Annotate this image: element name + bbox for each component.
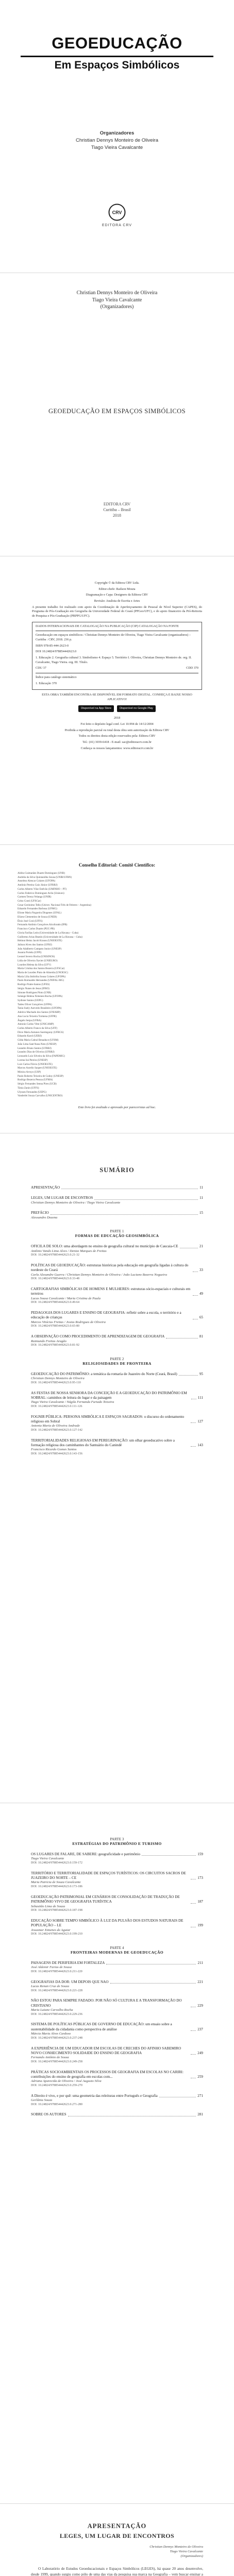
council-member: Fernando Antônio Gonçalves Alcoforado (IPB) xyxy=(18,923,68,927)
summary-entry-authors: Carla Alexandre Guerra / Christian Dennys Monteiro de Oliveira / João Luciano Bezerra Nogueira xyxy=(31,1273,168,1277)
summary-entry-page: 21 xyxy=(199,1244,203,1249)
summary-part-number: PARTE 1 xyxy=(110,1229,124,1234)
summary-leader-dots xyxy=(94,1199,198,1200)
council-member: Mónica Arroyo (USP) xyxy=(18,1070,41,1074)
editor-line: Editor-chefe: Railson Moura xyxy=(98,587,136,591)
summary-entry-title: POLÍTICAS DE GEOEDUCAÇÃO: estruturas históricas pela educação em geografia ligadas à cultura do nordeste do Ceará xyxy=(31,1263,189,1273)
council-member: Andréia da Silva Quintanilha Sousa (UNIR/UFRN) xyxy=(18,875,72,879)
google-play-badge[interactable]: Disponível no Google Play xyxy=(117,705,156,713)
digital-notice: ESTA OBRA TAMBÉM ENCONTRA-SE DISPONÍVEL EM FORMATO DIGITAL. CONHEÇA E BAIXE NOSSO APLICATIVO! xyxy=(42,693,192,702)
summary-leader-dots xyxy=(191,2054,196,2055)
copyright-page xyxy=(0,556,234,845)
cover-subtitle: Em Espaços Simbólicos xyxy=(54,59,180,71)
cover-organizers xyxy=(31,130,203,151)
summary-entry-title: EDUCAÇÃO SOBRE TEMPO SIMBÓLICO À LUZ DA PULSÃO DOS ESTUDOS NATURAIS DE POPULAÇÃO – LE xyxy=(31,1918,183,1928)
summary-entry-title: NÃO ESTOU PARA SEMPRE FADADO: POR NÃO SÓ CULTURA E A TRANSFORMAÇÃO DO CRISTIANO xyxy=(31,1998,182,2008)
summary-entry-title: GEOGRAFIAS DA DOR: UM DEPOIS QUE NAO xyxy=(31,1979,109,1984)
copyright-year: 2018 xyxy=(113,716,121,720)
cip-box xyxy=(32,622,202,690)
summary-entry-row xyxy=(31,1372,203,1377)
summary-leader-dots xyxy=(191,1903,196,1904)
summary-entry[interactable] xyxy=(31,1196,203,1205)
presentation-subtitle: LEGES, UM LUGAR DE ENCONTROS xyxy=(59,2532,175,2539)
summary-entry-authors: Lucas Renan Cruz de Souza xyxy=(31,1985,69,1989)
author-role: (Organizadores) xyxy=(180,2554,203,2558)
summary-part-heading xyxy=(31,1946,203,1955)
summary-entry[interactable] xyxy=(31,1852,203,1866)
summary-entry-authors: José Aldemir Farias de Sousa xyxy=(31,1965,72,1970)
summary-leader-dots xyxy=(110,1983,196,1984)
site-line[interactable]: Conheça os nossos lançamentos: www.editoracrv.com.br xyxy=(80,746,154,750)
council-member: João Adalberto Campato Junior (UNESP) xyxy=(18,947,62,951)
summary-entry-authors: Tiago Vieira Cavalcante / Nágila Fernanda Furtado Teixeira xyxy=(31,1400,114,1404)
logo-text: CRV xyxy=(112,210,122,215)
cover-title-block xyxy=(21,34,213,72)
summary-entry-doi: DOI: 10.24824/978854442623.0.81-92 xyxy=(31,1344,79,1347)
cover-publisher: EDITORA CRV xyxy=(102,224,132,227)
cip-cdd: CDD 370 xyxy=(186,666,198,670)
council-member: Adelcio Machado dos Santos (UNIARP) xyxy=(18,1011,61,1014)
council-member: Antônio Pereira Gaio Júnior (UFRRJ) xyxy=(18,884,58,887)
summary-entry-row xyxy=(31,1998,203,2008)
summary-entry-authors: Antonia Maria de Oliveira Andrade xyxy=(31,1424,80,1428)
summary-entry-doi: DOI: 10.24824/978854442623.0.187-198 xyxy=(31,1909,82,1912)
summary-entry[interactable] xyxy=(31,1391,203,1409)
cip-entry: Geoeducação em espaços simbólicos / Christian Dennys Monteiro de Oliveira, Tiago Vieira Cavalcante (organizadores) – Curitiba : CRV, 2018. 236 p. xyxy=(36,633,191,642)
summary-entry[interactable] xyxy=(31,1263,203,1281)
cip-subjects: 1. Educação 2. Geografia cultural 3. Simbolismo 4. Espaço 5. Território I. Oliveira, Christian Dennys Monteiro de. org. II. Cavalcante, Tiago Vieira. org. III. Título. xyxy=(36,656,192,664)
council-member: Tânia Zanin (UFFS) xyxy=(18,1086,39,1090)
publisher-logo-icon xyxy=(108,204,126,221)
summary-entry[interactable] xyxy=(31,2112,203,2117)
legal-deposit: Foi feito o depósito legal conf. Lei 10.994 de 14/12/2004 xyxy=(80,722,154,726)
cover-page xyxy=(0,0,234,273)
store-badges xyxy=(32,705,202,713)
summary-page-1 xyxy=(0,1133,234,1803)
summary-entry-row xyxy=(31,1961,203,1965)
council-member: Guillermo Arias Beatón (Universidade de La Havana – Cuba) xyxy=(18,935,82,939)
summary-entry-page: 111 xyxy=(197,1395,203,1400)
council-member: Sérgio Fernandes Senna Pires (UCB) xyxy=(18,1082,57,1086)
council-member: Jailson Alves dos Santos (UFRJ) xyxy=(18,943,52,946)
summary-entry-authors: Marcos Vinícius Freitas / Josias Rodrigues de Oliveira xyxy=(31,1320,106,1324)
cover-content xyxy=(0,0,234,273)
summary-entry-title: SISTEMA DE POLÍTICAS PÚBLICAS DE GOVERNO DE EDUCAÇÃO: um ensaio sobre a sustentabilidade da cidadania como perspectiva de análise xyxy=(31,2022,172,2031)
presentation-title: APRESENTAÇÃO xyxy=(87,2522,147,2530)
summary-leader-dots xyxy=(191,1422,196,1423)
summary-entry-row xyxy=(31,1185,203,1190)
cip-title: DADOS INTERNACIONAIS DE CATALOGAÇÃO NA PUBLICAÇÃO (CIP) CATALOGAÇÃO NA FONTE xyxy=(36,624,179,628)
summary-entry-title: FOGNIR PÚBLICA: PERSONA SIMBÓLICA E ESPAÇOS SAGRADOS: o discurso do ordenamento religioso em Sobral xyxy=(31,1414,185,1424)
summary-part-number: PARTE 3 xyxy=(110,1837,124,1841)
presentation-body xyxy=(31,2566,203,2576)
summary-part-number: PARTE 4 xyxy=(110,1945,124,1950)
summary-entry[interactable] xyxy=(31,2070,203,2088)
summary-entry[interactable] xyxy=(31,1895,203,1913)
publication-year: 2018 xyxy=(113,513,121,518)
summary-entry-title: CARTOGRAFIAS SIMBÓLICAS DE HOMENS E MULHERES: estruturas sócio-espaciais e culturais em terreiros xyxy=(31,1287,191,1296)
organizer-name: Tiago Vieira Cavalcante xyxy=(92,297,142,303)
summary-entry-title: PAISAGENS DE PERIFERIA EM FORTALEZA xyxy=(31,1960,105,1965)
summary-part-heading xyxy=(31,1357,203,1366)
summary-entry-row xyxy=(31,1311,203,1320)
council-member-list xyxy=(18,872,216,1098)
summary-entry-row xyxy=(31,1196,203,1200)
summary-entry-doi: DOI: 10.24824/978854442623.0.21-32 xyxy=(31,1253,79,1257)
summary-entry[interactable] xyxy=(31,1211,203,1220)
summary-entry-page: 143 xyxy=(197,1443,203,1448)
council-member: Simone Rodrigues Pinto (UNB) xyxy=(18,991,52,994)
summary-entry-page: 127 xyxy=(197,1419,203,1424)
council-member: Paulo Roberto Teixeira de Godoy (UNESP) xyxy=(18,1074,64,1078)
council-member: Carlos Alberto Franco da Silva (UFF) xyxy=(18,1027,58,1030)
summary-entry-page: 259 xyxy=(197,2074,203,2079)
council-member: João Lima Sant'Anna Neto (UNESP) xyxy=(18,1042,57,1046)
summary-entry-title: GEOEDUCAÇÃO PATRIMONIAL EM CENÁRIOS DE CONSOLIDAÇÃO DE TRADUÇÃO DE PATRIMÔNIO VIVO DE GEOGRAFIA TURÍSTICA xyxy=(31,1894,180,1904)
council-member: Elizeu Clementino de Souza (UNEB) xyxy=(18,915,57,919)
summary-leader-dots xyxy=(191,1446,196,1447)
cover-title: GEOEDUCAÇÃO xyxy=(52,34,182,52)
summary-entry-page: 15 xyxy=(199,1211,203,1215)
index-title: Índice para catálogo sistemático xyxy=(36,675,77,680)
summary-entry-page: 11 xyxy=(199,1185,203,1190)
council-footer: Este livro foi avaliado e aprovado por pareceristas ad hoc. xyxy=(78,1106,156,1109)
council-member: Paulo Romualdo Hernandes (UNIFAL-MG) xyxy=(18,979,64,982)
summary-entry-doi: DOI: 10.24824/978854442623.0.259-270 xyxy=(31,2083,82,2087)
summary-entry[interactable] xyxy=(31,2022,203,2040)
summary-entry-row xyxy=(31,1895,203,1905)
summary-part-number: PARTE 2 xyxy=(110,1357,124,1361)
summary-entry-authors: Sebastião Lima de Souza xyxy=(31,1904,65,1908)
summary-entry-authors: Tiago Vieira Cavalcante xyxy=(31,1857,64,1861)
summary-entry-row xyxy=(31,1438,203,1448)
council-member: Francisco Carlos Duarte (PUC-PR) xyxy=(18,927,55,931)
summary-entry-title: PREFÁCIO xyxy=(31,1211,49,1215)
council-member: Marcos Aurelio Saquet (UNIOESTE) xyxy=(18,1066,57,1070)
summary-entry-row xyxy=(31,2094,203,2098)
organizer-name: Tiago Vieira Cavalcante xyxy=(91,144,143,150)
summary-entry-page: 159 xyxy=(197,1852,203,1856)
copyright-footer xyxy=(32,716,202,751)
summary-entry-page: 81 xyxy=(199,1334,203,1339)
summary-entry-row xyxy=(31,1263,203,1273)
summary-entry-doi: DOI: 10.24824/978854442623.0.65-80 xyxy=(31,1325,79,1328)
organizer-name: Christian Dennys Monteiro de Oliveira xyxy=(76,137,158,143)
council-member: Anselmo Alencar Colares (UFOPA) xyxy=(18,879,56,883)
summary-entry-row xyxy=(31,2046,203,2056)
author-name: Tiago Vieira Cavalcante xyxy=(170,2549,203,2553)
summary-part-name: FRONTEIRAS MODERNAS DE GEOEDUCAÇÃO xyxy=(70,1950,164,1955)
summary-entry-page: 173 xyxy=(197,1876,203,1880)
council-member: Aldira Guimarães Duarte Domínguez (UNB) xyxy=(18,872,65,875)
summary-entry-row xyxy=(31,2112,203,2117)
summary-part-heading xyxy=(31,1837,203,1846)
cip-classification-row xyxy=(36,666,198,671)
summary-entry[interactable] xyxy=(31,1311,203,1329)
title-page-organizers xyxy=(46,290,188,311)
title-page xyxy=(0,273,234,556)
contact-line: Tel.: (41) 3039-6418 - E-mail: sac@editoracrv.com.br xyxy=(82,740,152,744)
title-page-publisher xyxy=(21,502,213,518)
summary-entry-title: APRESENTAÇÃO xyxy=(31,1185,60,1190)
council-member: Vanderlei Souza Carvalho (UNICENTRO) xyxy=(18,1094,63,1098)
summary-entry-doi: DOI: 10.24824/978854442623.0.159-172 xyxy=(31,1861,82,1865)
summary-entry-doi: DOI: 10.24824/978854442623.0.271-280 xyxy=(31,2103,82,2106)
council-member: Maria Lília Imbiriba Sousa Colares (UFOPA) xyxy=(18,975,66,978)
council-member: Celso Conti (UFSCar) xyxy=(18,900,41,903)
council-title: Conselho Editorial: Comitê Científico: xyxy=(78,862,156,868)
cip-doi: DOI 10.24824/978854442623.0 xyxy=(36,650,77,654)
council-member: Antonio Carlos Vitte (UNICAMP) xyxy=(18,1023,54,1026)
council-member: Dirce Maria Antunes Suertegaray (UFRGS) xyxy=(18,1030,64,1034)
summary-entry-page: 237 xyxy=(197,2027,203,2031)
summary-entry-row xyxy=(31,1871,203,1881)
summary-entry-authors: Christian Dennys Monteiro de Oliveira xyxy=(31,1377,85,1381)
summary-entry-authors: Fernando Antônio de Sousa xyxy=(31,2056,69,2060)
summary-entry[interactable] xyxy=(31,1185,203,1190)
summary-entry-title: LEGES, UM LUGAR DE ENCONTROS xyxy=(31,1196,93,1200)
summary-entry-row xyxy=(31,2022,203,2032)
summary-entry-page: 199 xyxy=(197,1923,203,1928)
summary-entry-doi: DOI: 10.24824/978854442623.0.143-156 xyxy=(31,1452,82,1456)
organizers-label: Organizadores xyxy=(99,130,135,136)
council-member: Maria Cristina dos Santos Bezerra (UFSCar) xyxy=(18,967,65,971)
summary-entry-row xyxy=(31,1919,203,1928)
summary-entry-row xyxy=(31,1391,203,1401)
summary-entry[interactable] xyxy=(31,1919,203,1937)
summary-entry-doi: DOI: 10.24824/978854442623.0.111-126 xyxy=(31,1404,82,1408)
summary-entry-authors: Maria Laiane Carvalho Rocha xyxy=(31,2008,73,2012)
summary-entry-authors: Francisco Ricardo Gomes Santos xyxy=(31,1448,77,1452)
author-name: Christian Dennys Monteiro de Oliveira xyxy=(149,2545,203,2549)
council-member: Ana Lucia Teixeira Tormena (UFPR) xyxy=(18,1014,57,1018)
summary-entry-page: 65 xyxy=(199,1315,203,1320)
summary-entry-page: 211 xyxy=(197,1960,203,1965)
summary-entry-row xyxy=(31,1211,203,1215)
summary-part-name: FORMAS DE EDUCAÇÃO GEOSIMBÓLICA xyxy=(75,1233,159,1239)
summary-entry-page: 33 xyxy=(199,1268,203,1273)
summary-entry-doi: DOI: 10.24824/978854442623.0.211-220 xyxy=(31,1970,82,1973)
summary-entry-page: 49 xyxy=(199,1292,203,1296)
summary-entry[interactable] xyxy=(31,1980,203,1993)
council-member: Tadeu Oliver Gonçalves (UFPA) xyxy=(18,1003,52,1006)
council-member: Rodrigo Bezerra Pessoa (UFMA) xyxy=(18,1078,53,1082)
summary-entry-title: A EXPERIÊNCIA DE UM EDUCADOR EM ESCOLAS DE CRECHES DO AFINHO SABEMIRO NOVO CONHECIMENTO SOLIDAIDE DO ENSINO DE GEOGRAFIA xyxy=(31,2046,181,2055)
council-member: Gloria Fariñas León (Universidade de La Havana – Cuba) xyxy=(18,931,79,935)
summary-entry-authors: Maria Patricia de Souza Cavalcante xyxy=(31,1880,81,1885)
council-member: Helmut Heinz Jacob Krauss (UNIOESTE) xyxy=(18,939,62,943)
summary-leader-dots xyxy=(179,1375,198,1376)
summary-entry-authors: Gerlânia Souza xyxy=(31,2098,53,2103)
publisher-city: Curitiba – Brasil xyxy=(103,507,131,512)
index-entry: 1. Educação 370 xyxy=(36,681,57,685)
council-member: Luiz Carlos Flávio (UNIOESTE) xyxy=(18,1062,53,1066)
council-member: Lourdes Helena da Silva (UFV) xyxy=(18,963,52,967)
summary-entry[interactable] xyxy=(31,2094,203,2107)
summary-part-name: RELIGIOSIDADES DE FRONTEIRA xyxy=(82,1361,152,1366)
organizer-name: Christian Dennys Monteiro de Oliveira xyxy=(76,290,158,296)
summary-entry-doi: DOI: 10.24824/978854442623.0.199-210 xyxy=(31,1933,82,1936)
council-member: Ulysses Fernandes (UEPG) xyxy=(18,1090,47,1094)
summary-entry-authors: Alessandro Dozena xyxy=(31,1215,58,1219)
summary-entry-authors: Lucas Sousa Cavalcante / Maria Cristina de Paula xyxy=(31,1296,101,1300)
summary-entry-title: A Direito é vivo, e por quê: uma geometria das releituras entre Português e Geografia xyxy=(31,2093,158,2098)
council-member: Leonel Severo Rocha (UNISINOS) xyxy=(18,955,55,959)
summary-entry[interactable] xyxy=(31,1244,203,1258)
summary-part-heading xyxy=(31,1229,203,1238)
council-member: Lídia de Oliveira Xavier (UNIEURO) xyxy=(18,959,58,962)
summary-entry-doi: DOI: 10.24824/978854442623.0.221-228 xyxy=(31,1989,82,1992)
summary-list xyxy=(31,1185,203,1456)
summary-entry[interactable] xyxy=(31,1334,203,1348)
summary-entry[interactable] xyxy=(31,1415,203,1433)
summary-leader-dots xyxy=(191,2030,196,2031)
summary-entry-page: 221 xyxy=(197,1979,203,1984)
council-member: Leandro Dias de Oliveira (UFRRJ) xyxy=(18,1050,55,1054)
summary-entry-title: A OBSERVAÇÃO COMO PROCEDIMENTO DE APRENDIZAGEM DE GEOGRAFIA xyxy=(31,1334,165,1339)
summary-entry-page: 95 xyxy=(199,1371,203,1376)
council-member: Ângelo Serpa (UFBA) xyxy=(18,1019,42,1022)
summary-entry-title: TERRITORIALIDADES RELIGIOSAS EM PEREGRINAÇÃO: um olhar geoeducativo sobre a formação religiosa dos caminhantes do Santuário do Canindé xyxy=(31,1438,175,1448)
summary-entry-page: 187 xyxy=(197,1900,203,1904)
summary-entry[interactable] xyxy=(31,1287,203,1305)
summary-leader-dots xyxy=(193,1295,198,1296)
summary-entry-doi: DOI: 10.24824/978854442623.0.173-186 xyxy=(31,1885,82,1888)
summary-entry-page: 271 xyxy=(197,2093,203,2098)
reproduction-notice: Proibida a reprodução parcial ou total desta obra sem autorização da Editora CRV xyxy=(64,728,170,732)
summary-entry-row xyxy=(31,1415,203,1425)
council-member: Solange Helena Ximenes-Rocha (UFOPA) xyxy=(18,995,63,998)
summary-entry-page: 11 xyxy=(199,1196,203,1200)
council-member: Carmen Tereza Velanga (UNIR) xyxy=(18,895,52,899)
council-member: Carlos Alberto Vilar Estêvão (UMINHO – PT) xyxy=(18,887,67,891)
summary-entry[interactable] xyxy=(31,1961,203,1974)
summary-entry-authors: Adriana Aparecida de Oliveira / José Augusto Silva xyxy=(31,2079,102,2083)
summary-entry-title: OFICILA DE SOLO: uma abordagem no ensino de geografia cultural no município de Caucaia-CE xyxy=(31,1244,178,1249)
summary-entry-authors: Jesusmar Ximenes de Aguiar xyxy=(31,1928,71,1932)
summary-entry-doi: DOI: 10.24824/978854442623.0.249-258 xyxy=(31,2060,82,2063)
council-member: Gilda Maria Cabral Benaduce (UFSM) xyxy=(18,1039,59,1042)
title-page-title: GEOEDUCAÇÃO EM ESPAÇOS SIMBÓLICOS xyxy=(48,408,186,415)
summary-entry-row xyxy=(31,2070,203,2080)
presentation-paragraph: O Laboratório de Estudos Geoeducacionais e Espaços Simbólicos (LEGES), há quase 20 anos desenvolve, desde 1999, quando surgiu como pólo de uma das vias da pesquisa sua marca na Geografia – vem buscar ensinar a xyxy=(31,2566,203,2576)
council-member: Élsio José Corá (UFFS) xyxy=(18,919,43,923)
summary-entry-doi: DOI: 10.24824/978854442623.0.33-48 xyxy=(31,1277,79,1281)
summary-entry-title: PRÁTICAS SOCIOAMBIENTAIS OS PROCESSOS DE GEOGRAFIA EM ESCOLAS NO CARIRI: contribuições do ensino de geografia em escolas com... xyxy=(31,2070,183,2079)
summary-entry[interactable] xyxy=(31,1998,203,2016)
council-member: Lorena Izá Pereira (UNESP) xyxy=(18,1058,48,1062)
design-line: Diagramação e Capa: Designers da Editora CRV xyxy=(86,593,148,597)
council-member: Sydione Santos (UEPG) xyxy=(18,999,43,1002)
summary-list xyxy=(31,1803,203,2117)
summary-page-2 xyxy=(0,1803,234,2504)
organizers-role: (Organizadores) xyxy=(100,304,134,310)
summary-entry-doi: DOI: 10.24824/978854442623.0.95-110 xyxy=(31,1381,81,1384)
summary-entry[interactable] xyxy=(31,1438,203,1456)
summary-entry[interactable] xyxy=(31,1871,203,1889)
summary-part-name: ESTRATÉGIAS DO PATRIMÔNIO E TURISMO xyxy=(72,1841,162,1846)
council-member: Rodrigo Pratte-Santos (UFES) xyxy=(18,983,50,987)
council-page xyxy=(0,845,234,1133)
summary-entry-doi: DOI: 10.24824/978854442623.0.49-64 xyxy=(31,1301,79,1304)
council-member: Elione Maria Nogueira Diogenes (UFAL) xyxy=(18,911,62,915)
copyright-block xyxy=(32,581,202,752)
presentation-page xyxy=(0,2504,234,2576)
publisher-name: EDITORA CRV xyxy=(103,502,131,506)
summary-leader-dots xyxy=(51,1214,198,1215)
summary-entry-row xyxy=(31,1334,203,1339)
council-member: Leonardo Luiz Silveira da Silva (FAPEMIG) xyxy=(18,1055,65,1058)
rights-reserved: Todos os direitos desta edição reservados pela: Editora CRV xyxy=(78,734,156,738)
app-store-badge[interactable]: Disponível na App Store xyxy=(78,705,114,713)
summary-entry-title: GEOEDUCAÇÃO DO PATRIMÔNIO: a temática da romaria de Juazeiro do Norte (Ceará, Brasil) xyxy=(31,1371,177,1376)
summary-entry-page: 249 xyxy=(197,2050,203,2055)
council-member: Carlos Federico Dominguez Avila (Unieuro) xyxy=(18,891,64,895)
summary-entry-row xyxy=(31,1244,203,1249)
summary-entry-title: OS LUGARES DE FALARE, DE SABERE: geograficidade e patrimônio xyxy=(31,1852,141,1856)
copyright-line: Copyright © da Editora CRV Ltda. xyxy=(94,581,140,585)
revision-line: Revisão: Analista de Escrita e Artes xyxy=(94,599,140,603)
summary-entry[interactable] xyxy=(31,2046,203,2064)
summary-entry-authors: Raimundo Freitas Aragão xyxy=(31,1339,66,1343)
summary-leader-dots xyxy=(142,1855,196,1856)
cover-rule xyxy=(21,56,213,57)
summary-entry-row xyxy=(31,1852,203,1857)
summary-entry-page: 229 xyxy=(197,2003,203,2008)
summary-entry-title: AS FESTAS DE NOSSA SENHORA DA CONCEIÇÃO E A GEOEDUCAÇÃO DO PATRIMÔNIO EM SOBRAL: caminhos de leitura do lugar e da paisagem xyxy=(31,1391,187,1400)
council-member: Maria de Lourdes Pinto de Almeida (UNOESC) xyxy=(18,971,68,974)
council-member: Eduardo Fernandes Barbosa (UFMG) xyxy=(18,907,57,911)
council-member: Sérgio Nunes de Jesus (IFRO) xyxy=(18,987,49,990)
presentation-authors xyxy=(31,2545,203,2559)
summary-entry-page: 281 xyxy=(197,2112,203,2117)
summary-entry-title: PEDAGOGIA DOS LUGARES E ENSINO DE GEOGRAFIA: refletir sobre a escola, o território e a educação de crianças xyxy=(31,1311,181,1320)
council-member: Tania Suely Azevedo Brasileiro (UFOPA) xyxy=(18,1007,62,1010)
summary-entry-row xyxy=(31,1980,203,1985)
summary-entry-authors: Antônio Vando Lima Alves / Denize Marques de Freitas xyxy=(31,1249,107,1253)
cip-cdu: CDU 37 xyxy=(36,666,46,670)
summary-title: SUMÁRIO xyxy=(99,1166,135,1174)
summary-entry-title: SOBRE OS AUTORES xyxy=(31,2112,66,2117)
summary-entry[interactable] xyxy=(31,1372,203,1385)
council-member: Cesar Gerónimo Tello (Univer. Nacional Três de Febrero – Argentina) xyxy=(18,903,91,907)
funding-note: A presente trabalho foi realizado com apoio da Coordenação de Aperfeiçoamento de Pessoal de Nível Superior (CAPES), do Programa de Pós-Graduação em Geografia da Universidade Federal do Ceará (PPGeo/UFC), e do apoio financeiro da Pró-Reitoria de Pesquisa e Pós-Graduação (PRPPG/UFC). xyxy=(32,605,202,618)
summary-entry-doi: DOI: 10.24824/978854442623.0.229-236 xyxy=(31,2012,82,2016)
summary-entry-doi: DOI: 10.24824/978854442623.0.237-248 xyxy=(31,2036,82,2040)
summary-entry-title: TERRITÓRIO E TERRITORIALIDADE DE ESPAÇOS TURÍSTICOS: OS CIRCUITOS SACROS DE JUAZEIRO DO NORTE – CE xyxy=(31,1871,186,1880)
cip-isbn: ISBN 978-85-444-2623-0 xyxy=(36,643,69,648)
summary-entry-authors: Christian Dennys Monteiro de Oliveira / Tiago Vieira Cavalcante xyxy=(31,1200,121,1205)
summary-entry-doi: DOI: 10.24824/978854442623.0.127-142 xyxy=(31,1428,82,1432)
summary-entry-row xyxy=(31,1287,203,1297)
council-member: Eduardo Karol (UERJ) xyxy=(18,1035,42,1038)
council-member: Josania Portela (UFPI) xyxy=(18,951,42,955)
council-member: Leandro Bruno Santos (UFRRJ) xyxy=(18,1046,52,1050)
summary-entry-authors: Márcia Maria Alves Cardoso xyxy=(31,2032,71,2036)
